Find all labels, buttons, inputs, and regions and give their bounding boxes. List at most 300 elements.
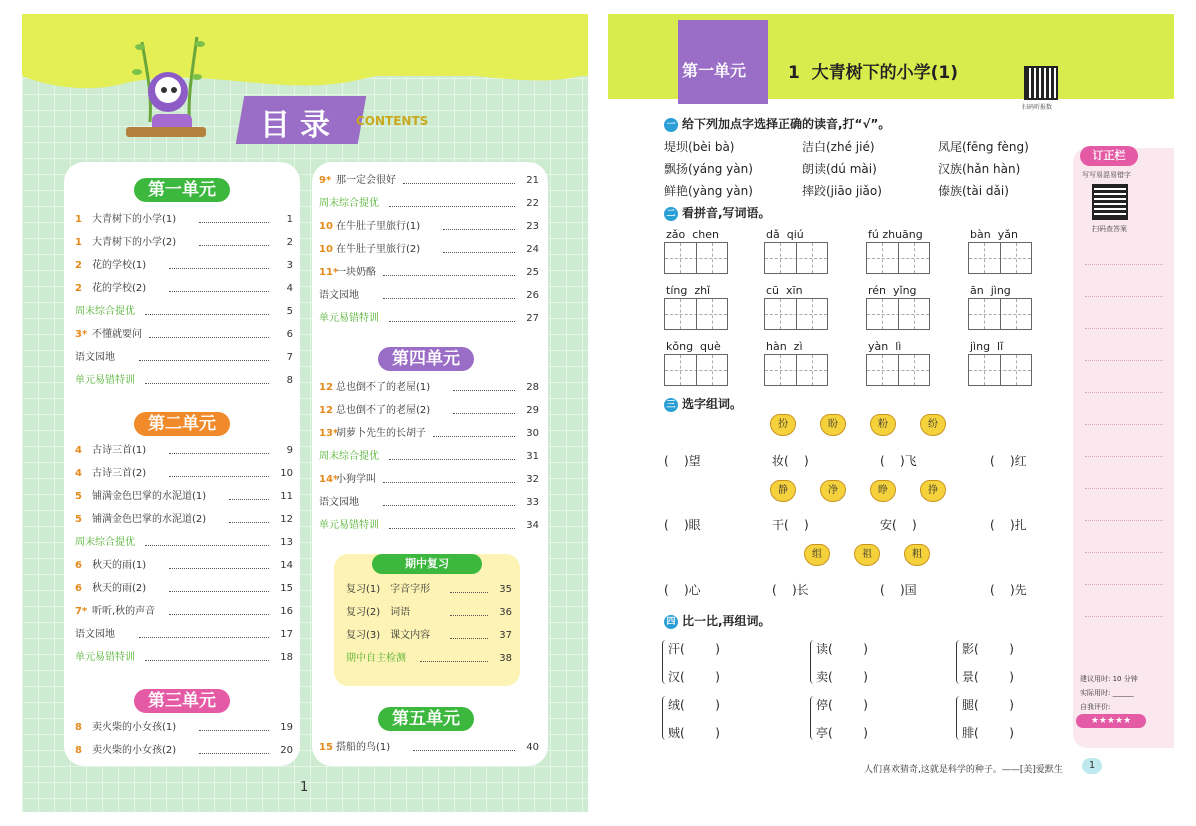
toc-entry-page: 20: [280, 745, 293, 756]
toc-entry-page: 6: [286, 329, 293, 340]
toc-entry-page: 17: [280, 629, 293, 640]
review-entry-label: 期中自主检测: [346, 653, 406, 664]
toc-entry-title: 周末综合提优: [75, 306, 135, 317]
unit-heading: 第四单元: [378, 347, 474, 371]
toc-entry-title: 搭船的鸟(1): [336, 742, 391, 753]
review-entry[interactable]: [346, 582, 512, 598]
toc-entry-title: 铺满金色巴掌的水泥道(2): [92, 514, 207, 525]
toc-entry-leader: [383, 265, 515, 276]
toc-entry-title: 古诗三首(2): [92, 468, 147, 479]
pinyin-label: jìng lǐ: [970, 340, 1004, 353]
toc-entry-leader: [169, 466, 269, 477]
toc-entry-leader: [139, 627, 269, 638]
toc-entry-leader: [145, 650, 269, 661]
sidebar-subtitle: 写写易混易错字: [1082, 171, 1131, 179]
tianzige-box[interactable]: [866, 298, 930, 330]
correction-line: [1085, 552, 1163, 553]
compare-word[interactable]: 亭( ): [816, 726, 868, 740]
toc-entry-page: 26: [526, 290, 539, 301]
toc-entry[interactable]: [75, 650, 293, 666]
word-blank[interactable]: ( )心: [664, 583, 701, 597]
toc-entry[interactable]: [319, 219, 539, 235]
pinyin-label: kǒng què: [666, 340, 721, 353]
toc-entry-leader: [145, 373, 269, 384]
toc-entry-number: 15: [319, 742, 333, 753]
brace: [662, 696, 667, 740]
word-blank[interactable]: ( )长: [772, 583, 809, 597]
toc-entry-leader: [169, 281, 269, 292]
toc-entry-number: 2: [75, 283, 82, 294]
pinyin-label: ān jìng: [970, 284, 1011, 297]
correction-line: [1085, 456, 1163, 457]
toc-entry[interactable]: [319, 380, 539, 396]
reading-choice[interactable]: 洁白(zhé jié): [802, 140, 875, 154]
correction-line: [1085, 616, 1163, 617]
review-entry[interactable]: [346, 651, 512, 667]
toc-entry[interactable]: [75, 558, 293, 574]
reading-choice[interactable]: 飘扬(yáng yàn): [664, 162, 753, 176]
toc-entry-title: 总也倒不了的老屋(2): [336, 405, 431, 416]
pinyin-label: rén yǐng: [868, 284, 917, 297]
toc-entry-title: 小狗学叫: [336, 474, 376, 485]
toc-entry-leader: [413, 740, 515, 751]
toc-entry-title: 秋天的雨(2): [92, 583, 147, 594]
reading-choice[interactable]: 凤尾(fēng fèng): [938, 140, 1029, 154]
toc-entry[interactable]: [319, 495, 539, 511]
toc-entry-number: 13*: [319, 428, 339, 439]
tianzige-box[interactable]: [664, 354, 728, 386]
toc-entry-page: 9: [286, 445, 293, 456]
toc-entry-title: 卖火柴的小女孩(2): [92, 745, 177, 756]
section-heading: [664, 204, 771, 221]
toc-entry-page: 24: [526, 244, 539, 255]
toc-entry-page: 30: [526, 428, 539, 439]
review-entry-topic: 词语: [390, 607, 411, 618]
toc-entry-page: 18: [280, 652, 293, 663]
toc-entry-leader: [145, 304, 269, 315]
toc-entry-title: 铺满金色巴掌的水泥道(1): [92, 491, 207, 502]
toc-entry-number: 14*: [319, 474, 339, 485]
word-blank[interactable]: 干( ): [772, 518, 809, 532]
review-entry-page: 38: [499, 653, 512, 664]
suggested-time: 建议用时: 10 分钟: [1080, 675, 1138, 683]
toc-entry-page: 27: [526, 313, 539, 324]
toc-entry-leader: [199, 720, 269, 731]
toc-entry-number: 3*: [75, 329, 88, 340]
review-title: 期中复习: [372, 554, 482, 574]
pinyin-label: dǎ qiú: [766, 228, 804, 241]
toc-entry-title: 单元易错特训: [75, 375, 135, 386]
review-entry-label: 复习(2): [346, 607, 381, 618]
reading-choice[interactable]: 傣族(tài dǎi): [938, 184, 1009, 198]
page-subtitle: CONTENTS: [356, 114, 429, 128]
toc-entry[interactable]: [319, 265, 539, 281]
toc-entry-page: 8: [286, 375, 293, 386]
review-entry[interactable]: [346, 605, 512, 621]
toc-entry-page: 32: [526, 474, 539, 485]
correction-line: [1085, 360, 1163, 361]
review-entry-page: 37: [499, 630, 512, 641]
toc-entry[interactable]: [319, 740, 539, 756]
compare-word[interactable]: 腓( ): [962, 726, 1014, 740]
toc-entry-leader: [169, 604, 269, 615]
toc-entry-leader: [229, 489, 269, 500]
toc-entry-leader: [389, 196, 515, 207]
correction-line: [1085, 520, 1163, 521]
toc-entry-page: 23: [526, 221, 539, 232]
compare-word[interactable]: 贼( ): [668, 726, 720, 740]
character-heart: 盼: [820, 414, 846, 436]
correction-line: [1085, 328, 1163, 329]
toc-entry-leader: [433, 426, 515, 437]
toc-entry[interactable]: [75, 235, 293, 251]
toc-entry-number: 2: [75, 260, 82, 271]
character-heart: 粗: [904, 544, 930, 566]
toc-entry[interactable]: [75, 350, 293, 366]
qr-caption: 扫码听报数: [1022, 104, 1053, 111]
reading-choice[interactable]: 汉族(hǎn hàn): [938, 162, 1021, 176]
toc-entry-page: 34: [526, 520, 539, 531]
section-title: 看拼音,写词语。: [682, 206, 771, 220]
section-number: 二: [664, 207, 678, 221]
toc-entry[interactable]: [319, 173, 539, 189]
section-number: 一: [664, 118, 678, 132]
reading-choice[interactable]: 摔跤(jiāo jiǎo): [802, 184, 882, 198]
toc-entry-page: 10: [280, 468, 293, 479]
tianzige-box[interactable]: [664, 242, 728, 274]
toc-entry-title: 在牛肚子里旅行(2): [336, 244, 421, 255]
review-entry-leader: [450, 628, 488, 639]
toc-entry-page: 3: [286, 260, 293, 271]
toc-entry[interactable]: [319, 426, 539, 442]
character-heart: 挣: [920, 480, 946, 502]
toc-entry-page: 28: [526, 382, 539, 393]
character-heart: 纷: [920, 414, 946, 436]
review-entry-topic: 课文内容: [390, 630, 431, 641]
word-blank[interactable]: ( )先: [990, 583, 1027, 597]
toc-entry-number: 5: [75, 491, 82, 502]
toc-entry-page: 4: [286, 283, 293, 294]
sidebar-qr-caption: 扫码查答案: [1092, 225, 1127, 233]
toc-entry-number: 10: [319, 221, 333, 232]
pinyin-label: zǎo chen: [666, 228, 719, 241]
brace: [956, 640, 961, 684]
pinyin-label: fú zhuāng: [868, 228, 923, 241]
toc-entry[interactable]: [319, 472, 539, 488]
toc-entry-number: 11*: [319, 267, 339, 278]
tianzige-box[interactable]: [764, 354, 828, 386]
toc-entry-leader: [383, 472, 515, 483]
toc-entry[interactable]: [75, 304, 293, 320]
review-entry[interactable]: [346, 628, 512, 644]
word-blank[interactable]: ( )国: [880, 583, 917, 597]
toc-entry-number: 1: [75, 214, 82, 225]
compare-word[interactable]: 停( ): [816, 698, 868, 712]
compare-word[interactable]: 影( ): [962, 642, 1014, 656]
review-entry-label: 复习(3): [346, 630, 381, 641]
tianzige-box[interactable]: [968, 354, 1032, 386]
toc-entry-title: 秋天的雨(1): [92, 560, 147, 571]
toc-entry-page: 2: [286, 237, 293, 248]
toc-entry-page: 29: [526, 405, 539, 416]
review-entry-leader: [420, 651, 488, 662]
section-number: 三: [664, 398, 678, 412]
section-heading: [664, 395, 742, 412]
brace: [810, 640, 815, 684]
page-number-right: 1: [1082, 758, 1102, 774]
toc-entry-title: 花的学校(1): [92, 260, 147, 271]
section-title: 给下列加点字选择正确的读音,打“√”。: [682, 117, 891, 131]
toc-entry[interactable]: [75, 258, 293, 274]
toc-entry-title: 古诗三首(1): [92, 445, 147, 456]
toc-entry[interactable]: [75, 327, 293, 343]
toc-entry-leader: [199, 235, 269, 246]
mascot-illustration: [102, 32, 222, 147]
toc-entry-number: 4: [75, 445, 82, 456]
toc-entry[interactable]: [75, 627, 293, 643]
toc-entry[interactable]: [319, 242, 539, 258]
toc-entry-title: 大青树下的小学(1): [92, 214, 177, 225]
section-heading: [664, 612, 771, 629]
character-heart: 粉: [870, 414, 896, 436]
toc-entry-page: 7: [286, 352, 293, 363]
pinyin-label: cū xīn: [766, 284, 803, 297]
toc-entry-page: 21: [526, 175, 539, 186]
correction-line: [1085, 584, 1163, 585]
toc-entry-page: 19: [280, 722, 293, 733]
toc-entry[interactable]: [319, 311, 539, 327]
toc-entry-number: 8: [75, 722, 82, 733]
reading-choice[interactable]: 堤坝(bèi bà): [664, 140, 735, 154]
toc-page: [22, 14, 588, 812]
word-blank[interactable]: 妆( ): [772, 454, 809, 468]
toc-entry-page: 16: [280, 606, 293, 617]
toc-entry[interactable]: [75, 604, 293, 620]
toc-entry-page: 33: [526, 497, 539, 508]
toc-entry-leader: [199, 212, 269, 223]
word-blank[interactable]: ( )眼: [664, 518, 701, 532]
toc-entry-number: 5: [75, 514, 82, 525]
toc-entry-title: 不懂就要问: [92, 329, 142, 340]
toc-entry-page: 31: [526, 451, 539, 462]
compare-word[interactable]: 腿( ): [962, 698, 1014, 712]
toc-entry[interactable]: [75, 581, 293, 597]
toc-entry-title: 胡萝卜先生的长胡子: [336, 428, 426, 439]
toc-entry-number: 6: [75, 560, 82, 571]
toc-entry[interactable]: [319, 449, 539, 465]
review-entry-page: 35: [499, 584, 512, 595]
compare-word[interactable]: 读( ): [816, 642, 868, 656]
toc-entry-number: 8: [75, 745, 82, 756]
toc-entry-title: 卖火柴的小女孩(1): [92, 722, 177, 733]
reading-choice[interactable]: 朗读(dú mài): [802, 162, 877, 176]
pinyin-label: hàn zì: [766, 340, 803, 353]
toc-entry-title: 那一定会很好: [336, 175, 396, 186]
word-blank[interactable]: ( )望: [664, 454, 701, 468]
toc-entry-leader: [453, 380, 515, 391]
correction-line: [1085, 264, 1163, 265]
toc-entry-page: 22: [526, 198, 539, 209]
toc-entry-leader: [229, 512, 269, 523]
character-heart: 睁: [870, 480, 896, 502]
word-blank[interactable]: ( )扎: [990, 518, 1027, 532]
toc-entry-leader: [145, 535, 269, 546]
toc-entry-page: 5: [286, 306, 293, 317]
toc-entry-page: 25: [526, 267, 539, 278]
self-eval: 自我评价:: [1080, 703, 1111, 711]
review-entry-page: 36: [499, 607, 512, 618]
unit-heading: 第一单元: [134, 178, 230, 202]
toc-entry[interactable]: [319, 196, 539, 212]
tianzige-box[interactable]: [866, 242, 930, 274]
toc-entry-number: 12: [319, 382, 333, 393]
tianzige-box[interactable]: [968, 298, 1032, 330]
toc-entry-title: 语文园地: [319, 290, 359, 301]
rating-stars[interactable]: ★★★★★: [1076, 714, 1146, 728]
actual-time: 实际用时: ______: [1080, 689, 1134, 697]
toc-entry-page: 14: [280, 560, 293, 571]
unit-heading: 第三单元: [134, 689, 230, 713]
pinyin-label: tíng zhǐ: [666, 284, 711, 297]
toc-entry-leader: [443, 242, 515, 253]
toc-entry-title: 大青树下的小学(2): [92, 237, 177, 248]
toc-entry-leader: [199, 743, 269, 754]
character-heart: 扮: [770, 414, 796, 436]
toc-entry[interactable]: [319, 403, 539, 419]
word-blank[interactable]: ( )飞: [880, 454, 917, 468]
toc-entry-title: 周末综合提优: [319, 451, 379, 462]
toc-entry-title: 语文园地: [75, 629, 115, 640]
tianzige-box[interactable]: [764, 242, 828, 274]
page-number: 1: [300, 780, 309, 795]
review-entry-leader: [450, 582, 488, 593]
word-blank[interactable]: ( )红: [990, 454, 1027, 468]
toc-entry-page: 13: [280, 537, 293, 548]
pinyin-label: yàn lì: [868, 340, 902, 353]
compare-word[interactable]: 景( ): [962, 670, 1014, 684]
unit-heading: 第二单元: [134, 412, 230, 436]
review-entry-leader: [450, 605, 488, 616]
review-entry-label: 复习(1): [346, 584, 381, 595]
toc-entry[interactable]: [75, 535, 293, 551]
correction-line: [1085, 488, 1163, 489]
toc-entry-title: 总也倒不了的老屋(1): [336, 382, 431, 393]
pinyin-label: bàn yǎn: [970, 228, 1018, 241]
toc-entry-leader: [389, 311, 515, 322]
compare-word[interactable]: 汉( ): [668, 670, 720, 684]
word-blank[interactable]: 安( ): [880, 518, 917, 532]
toc-entry-leader: [169, 558, 269, 569]
toc-entry-leader: [453, 403, 515, 414]
quote: 人们喜欢猜奇,这就是科学的种子。——[美]爱默生: [864, 765, 1063, 775]
brace: [662, 640, 667, 684]
toc-card-left: [64, 162, 300, 766]
review-entry-topic: 字音字形: [390, 584, 431, 595]
toc-entry-title: 周末综合提优: [319, 198, 379, 209]
exercise-page: [608, 14, 1174, 812]
section-heading: [664, 115, 890, 132]
toc-entry-page: 1: [286, 214, 293, 225]
toc-entry-title: 花的学校(2): [92, 283, 147, 294]
toc-entry-title: 语文园地: [319, 497, 359, 508]
compare-word[interactable]: 绒( ): [668, 698, 720, 712]
tianzige-box[interactable]: [664, 298, 728, 330]
toc-entry[interactable]: [75, 373, 293, 389]
toc-entry-title: 一块奶酪: [336, 267, 376, 278]
lesson-title: 1 大青树下的小学(1): [788, 63, 959, 83]
toc-entry-number: 4: [75, 468, 82, 479]
toc-entry-number: 10: [319, 244, 333, 255]
exercise-content: [608, 14, 1068, 812]
character-heart: 净: [820, 480, 846, 502]
toc-entry[interactable]: [75, 489, 293, 505]
brace: [956, 696, 961, 740]
character-heart: 静: [770, 480, 796, 502]
toc-entry-title: 听听,秋的声音: [92, 606, 156, 617]
toc-entry[interactable]: [75, 720, 293, 736]
toc-entry-leader: [389, 518, 515, 529]
correction-lines: [1073, 14, 1174, 714]
toc-entry[interactable]: [75, 281, 293, 297]
toc-entry-leader: [169, 443, 269, 454]
toc-entry[interactable]: [319, 518, 539, 534]
toc-entry[interactable]: [75, 512, 293, 528]
section-title: 选字组词。: [682, 397, 743, 411]
toc-entry-title: 单元易错特训: [319, 520, 379, 531]
toc-entry-page: 12: [280, 514, 293, 525]
tianzige-box[interactable]: [968, 242, 1032, 274]
character-heart: 祖: [854, 544, 880, 566]
toc-entry-title: 单元易错特训: [319, 313, 379, 324]
toc-entry-leader: [139, 350, 269, 361]
toc-entry[interactable]: [75, 443, 293, 459]
toc-entry-page: 15: [280, 583, 293, 594]
reading-choice[interactable]: 鲜艳(yàng yàn): [664, 184, 753, 198]
toc-entry[interactable]: [75, 466, 293, 482]
toc-entry[interactable]: [319, 288, 539, 304]
compare-word[interactable]: 汗( ): [668, 642, 720, 656]
page-title: 目录: [260, 108, 340, 143]
toc-entry-leader: [403, 173, 515, 184]
toc-entry-number: 1: [75, 237, 82, 248]
toc-entry-leader: [169, 258, 269, 269]
unit-tab: 第一单元: [682, 61, 747, 80]
tianzige-box[interactable]: [764, 298, 828, 330]
toc-entry-leader: [383, 495, 515, 506]
toc-entry[interactable]: [75, 743, 293, 759]
toc-entry-title: 单元易错特训: [75, 652, 135, 663]
toc-entry-page: 11: [280, 491, 293, 502]
section-number: 四: [664, 615, 678, 629]
correction-line: [1085, 296, 1163, 297]
toc-entry-leader: [443, 219, 515, 230]
toc-entry[interactable]: [75, 212, 293, 228]
toc-entry-leader: [149, 327, 269, 338]
toc-entry-number: 6: [75, 583, 82, 594]
toc-entry-leader: [169, 581, 269, 592]
toc-entry-title: 在牛肚子里旅行(1): [336, 221, 421, 232]
compare-word[interactable]: 卖( ): [816, 670, 868, 684]
section-title: 比一比,再组词。: [682, 614, 771, 628]
correction-line: [1085, 424, 1163, 425]
toc-entry-number: 9*: [319, 175, 332, 186]
brace: [810, 696, 815, 740]
toc-entry-title: 周末综合提优: [75, 537, 135, 548]
toc-entry-leader: [383, 288, 515, 299]
tianzige-box[interactable]: [866, 354, 930, 386]
toc-entry-number: 7*: [75, 606, 88, 617]
sidebar-title: 订正栏: [1080, 146, 1138, 166]
